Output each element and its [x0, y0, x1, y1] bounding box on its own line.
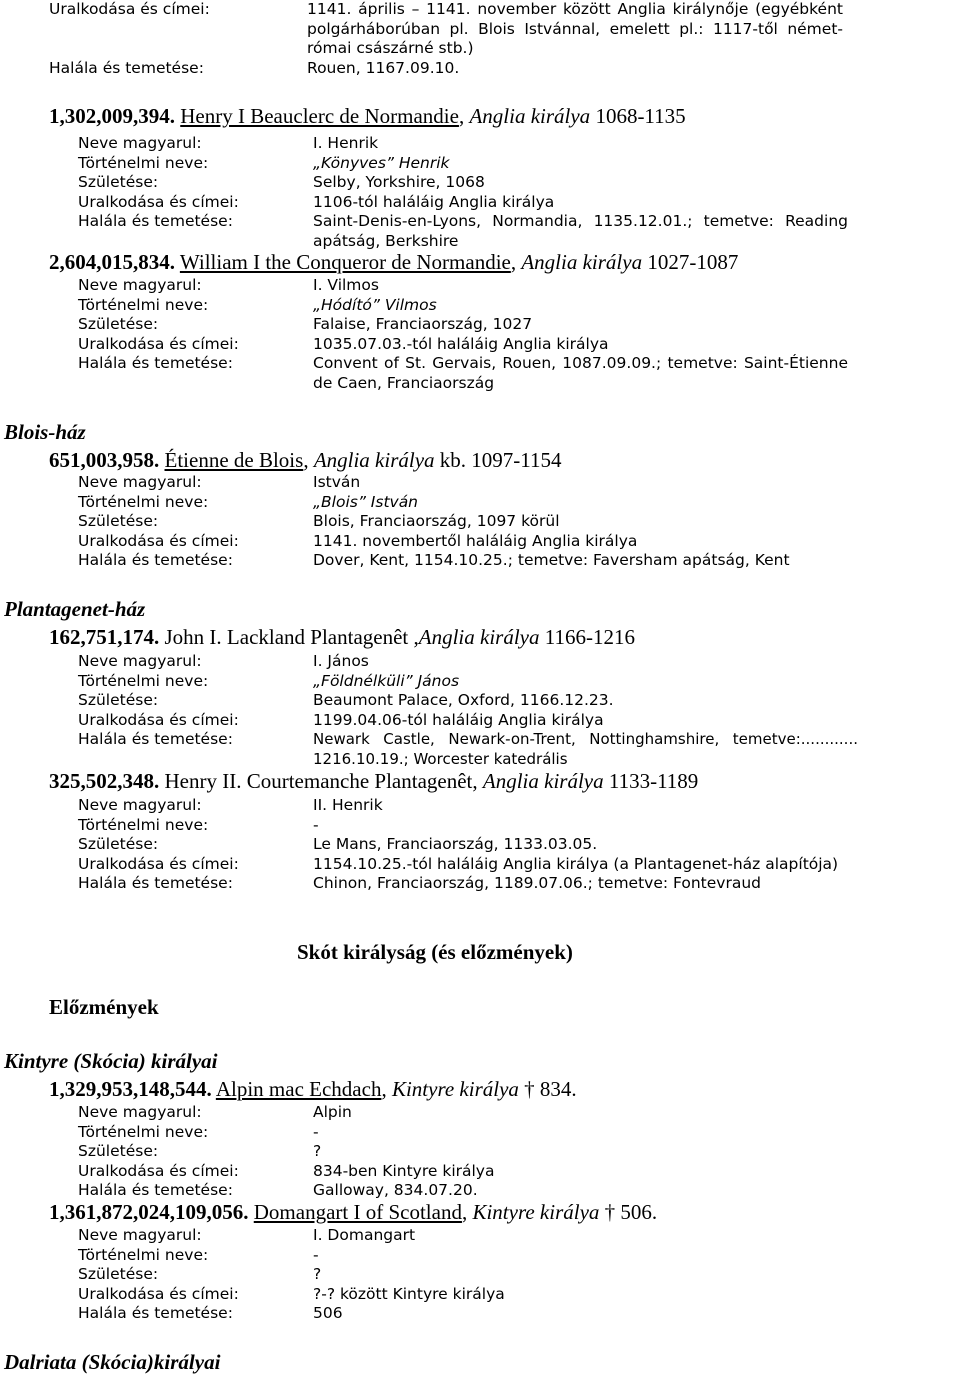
- entry-number: 162,751,174.: [49, 625, 160, 649]
- section-heading-blois: Blois-ház: [4, 420, 86, 444]
- reign-label: Uralkodása és címei:: [78, 192, 239, 211]
- entry-number: 1,361,872,024,109,056.: [49, 1200, 249, 1224]
- reign-label: Uralkodása és címei:: [78, 334, 239, 353]
- entry-name-link[interactable]: Henry I Beauclerc de Normandie: [180, 104, 459, 128]
- birth-value: Le Mans, Franciaország, 1133.03.05.: [313, 835, 598, 853]
- death-label: Halála és temetése:: [78, 1304, 233, 1322]
- section-heading-kintyre: Kintyre (Skócia) királyai: [4, 1049, 218, 1073]
- name-value: I. Vilmos: [313, 276, 379, 294]
- entry-heading: 1,361,872,024,109,056. Domangart I of Scotland, Kintyre királya † 506.: [49, 1200, 658, 1224]
- entry-title: Kintyre királya: [472, 1200, 600, 1224]
- entry-number: 325,502,348.: [49, 769, 160, 793]
- entry-details: [78, 652, 860, 769]
- name-value: István: [313, 473, 361, 491]
- reign-value: 1141. novembertől haláláig Anglia királya: [313, 531, 638, 550]
- reign-value: 1154.10.25.-tól haláláig Anglia királya (a Plantagenet-ház alapítója): [313, 854, 839, 873]
- hist-label: Történelmi neve:: [78, 492, 209, 511]
- birth-label: Születése:: [78, 512, 159, 530]
- entry-years: † 834.: [524, 1077, 577, 1101]
- name-value: I. János: [313, 652, 369, 670]
- entry-details: [78, 796, 848, 894]
- reign-label: Uralkodása és címei:: [78, 1284, 239, 1303]
- reign-label: Uralkodása és címei:: [78, 1161, 239, 1180]
- section-title-scotland: Skót királyság (és előzmények): [297, 940, 573, 964]
- entry-name-link[interactable]: Domangart I of Scotland: [253, 1200, 462, 1224]
- entry-number: 1,302,009,394.: [49, 104, 175, 128]
- entry-details: [78, 134, 848, 251]
- entry-title: Anglia királya: [469, 104, 591, 128]
- death-value: Newark Castle, Newark-on-Trent, Nottinghamshire, temetve:............ 1216.10.19.; Worcester katedrális: [313, 730, 858, 768]
- entry-name-link[interactable]: Alpin mac Echdach: [215, 1077, 382, 1101]
- hist-value: „Blois” István: [313, 492, 419, 511]
- birth-label: Születése:: [78, 173, 159, 191]
- reign-value: 834-ben Kintyre királya: [313, 1161, 495, 1180]
- top-death-row: [49, 59, 849, 79]
- reign-value: ?-? között Kintyre királya: [313, 1284, 505, 1303]
- name-value: II. Henrik: [313, 796, 383, 814]
- birth-label: Születése:: [78, 1142, 159, 1160]
- reign-label: Uralkodása és címei:: [78, 854, 239, 873]
- birth-value: ?: [313, 1142, 322, 1160]
- birth-label: Születése:: [78, 691, 159, 709]
- death-label: Halála és temetése:: [78, 212, 233, 230]
- entry-heading: 2,604,015,834. William I the Conqueror de Normandie, Anglia királya 1027-1087: [49, 250, 739, 274]
- subsection-elozmenyek: Előzmények: [49, 995, 159, 1019]
- birth-value: ?: [313, 1265, 322, 1283]
- death-value: 506: [313, 1304, 343, 1322]
- entry-years: 1133-1189: [608, 769, 699, 793]
- death-value: Saint-Denis-en-Lyons, Normandia, 1135.12.01.; temetve: Reading apátság, Berkshire: [313, 212, 848, 250]
- top-reign-row: [49, 0, 849, 59]
- hist-value: „Földnélküli” János: [313, 671, 460, 690]
- entry-heading: 1,329,953,148,544. Alpin mac Echdach, Kintyre királya † 834.: [49, 1077, 577, 1101]
- reign-value: 1035.07.03.-tól haláláig Anglia királya: [313, 334, 609, 353]
- death-label: Halála és temetése:: [78, 354, 233, 372]
- entry-years: 1166-1216: [544, 625, 635, 649]
- hist-value: -: [313, 815, 319, 834]
- reign-label: Uralkodása és címei:: [78, 531, 239, 550]
- death-label: Halála és temetése:: [78, 730, 233, 748]
- death-value: Galloway, 834.07.20.: [313, 1181, 478, 1199]
- reign-value: 1106-tól haláláig Anglia királya: [313, 192, 555, 211]
- name-value: I. Henrik: [313, 134, 379, 152]
- hist-value: „Könyves” Henrik: [313, 153, 450, 172]
- hist-label: Történelmi neve:: [78, 1122, 209, 1141]
- entry-title: Kintyre királya: [391, 1077, 519, 1101]
- entry-details: [78, 276, 848, 393]
- section-heading-dalriata: Dalriata (Skócia)királyai: [4, 1350, 221, 1374]
- entry-heading: 162,751,174. John I. Lackland Plantagenêt ,Anglia királya 1166-1216: [49, 625, 635, 649]
- reign-label: Uralkodása és címei:: [49, 0, 210, 18]
- section-heading-plantagenet: Plantagenet-ház: [4, 597, 146, 621]
- birth-label: Születése:: [78, 835, 159, 853]
- entry-title: Anglia királya: [418, 625, 540, 649]
- birth-label: Születése:: [78, 315, 159, 333]
- birth-value: Beaumont Palace, Oxford, 1166.12.23.: [313, 691, 614, 709]
- hist-value: -: [313, 1245, 319, 1264]
- entry-name-link: Henry II. Courtemanche Plantagenêt: [164, 769, 473, 793]
- entry-years: 1027-1087: [647, 250, 739, 274]
- birth-value: Falaise, Franciaország, 1027: [313, 315, 533, 333]
- birth-label: Születése:: [78, 1265, 159, 1283]
- name-label: Neve magyarul:: [78, 134, 202, 152]
- name-value: Alpin: [313, 1103, 352, 1121]
- entry-years: kb. 1097-1154: [439, 448, 562, 472]
- entry-details: [78, 1226, 848, 1324]
- name-label: Neve magyarul:: [78, 473, 202, 491]
- death-label: Halála és temetése:: [78, 1181, 233, 1199]
- hist-value: -: [313, 1122, 319, 1141]
- hist-label: Történelmi neve:: [78, 295, 209, 314]
- entry-number: 2,604,015,834.: [49, 250, 175, 274]
- entry-name-link: John I. Lackland Plantagenêt: [164, 625, 409, 649]
- entry-heading: 325,502,348. Henry II. Courtemanche Plantagenêt, Anglia királya 1133-1189: [49, 769, 699, 793]
- name-label: Neve magyarul:: [78, 796, 202, 814]
- entry-heading: 1,302,009,394. Henry I Beauclerc de Normandie, Anglia királya 1068-1135: [49, 104, 686, 128]
- entry-title: Anglia királya: [482, 769, 604, 793]
- death-label: Halála és temetése:: [78, 551, 233, 569]
- entry-details: [78, 473, 848, 571]
- entry-years: † 506.: [604, 1200, 658, 1224]
- entry-number: 651,003,958.: [49, 448, 160, 472]
- reign-value: 1199.04.06-tól haláláig Anglia királya: [313, 710, 604, 729]
- reign-value: 1141. április – 1141. november között Anglia királynője (egyébként polgárháborúban pl. Blois Istvánnal, emelett pl.: 1117-től német-római császárné stb.): [307, 0, 843, 57]
- reign-label: Uralkodása és címei:: [78, 710, 239, 729]
- hist-value: „Hódító” Vilmos: [313, 295, 437, 314]
- name-label: Neve magyarul:: [78, 276, 202, 294]
- hist-label: Történelmi neve:: [78, 815, 209, 834]
- entry-details: [78, 1103, 848, 1201]
- hist-label: Történelmi neve:: [78, 1245, 209, 1264]
- death-label: Halála és temetése:: [78, 874, 233, 892]
- name-label: Neve magyarul:: [78, 1103, 202, 1121]
- death-label: Halála és temetése:: [49, 59, 204, 77]
- entry-number: 1,329,953,148,544.: [49, 1077, 212, 1101]
- entry-name-link[interactable]: William I the Conqueror de Normandie: [179, 250, 511, 274]
- death-value: Chinon, Franciaország, 1189.07.06.; temetve: Fontevraud: [313, 874, 762, 892]
- birth-value: Selby, Yorkshire, 1068: [313, 173, 485, 191]
- entry-title: Anglia királya: [521, 250, 643, 274]
- death-value: Rouen, 1167.09.10.: [307, 59, 460, 77]
- entry-years: 1068-1135: [595, 104, 686, 128]
- death-value: Convent of St. Gervais, Rouen, 1087.09.09.; temetve: Saint-Étienne de Caen, Franciaország: [313, 354, 848, 392]
- entry-title: Anglia királya: [313, 448, 435, 472]
- birth-value: Blois, Franciaország, 1097 körül: [313, 512, 560, 530]
- name-label: Neve magyarul:: [78, 652, 202, 670]
- name-label: Neve magyarul:: [78, 1226, 202, 1244]
- death-value: Dover, Kent, 1154.10.25.; temetve: Faversham apátság, Kent: [313, 551, 790, 569]
- hist-label: Történelmi neve:: [78, 153, 209, 172]
- name-value: I. Domangart: [313, 1226, 416, 1244]
- entry-heading: 651,003,958. Étienne de Blois, Anglia királya kb. 1097-1154: [49, 448, 562, 472]
- entry-name-link[interactable]: Étienne de Blois: [164, 448, 304, 472]
- hist-label: Történelmi neve:: [78, 671, 209, 690]
